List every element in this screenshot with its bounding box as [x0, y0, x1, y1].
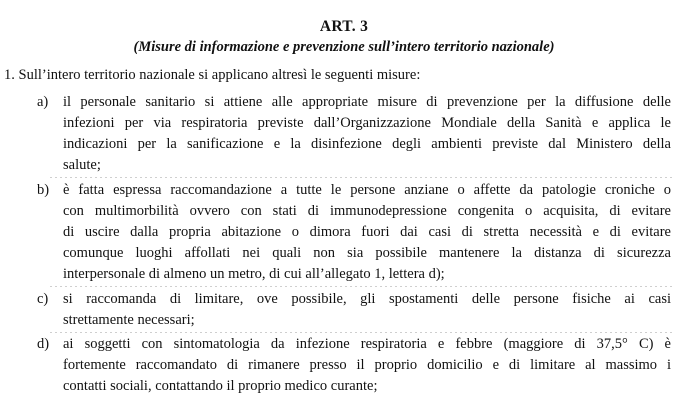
text-line: strettamente necessari;: [63, 312, 195, 328]
text-line: comunque luoghi affollati nei quali non sia possibile mantenere la distanza di sicurezza: [63, 245, 671, 261]
list-item-text: [63, 180, 671, 285]
divider: [50, 177, 674, 178]
text-line: fortemente raccomandato di rimanere presso il proprio domicilio e di limitare al massimo i: [63, 357, 671, 373]
text-line: interpersonale di almeno un metro, di cui all’allegato 1, lettera d);: [63, 266, 445, 282]
divider: [50, 332, 674, 333]
text-line: è fatta espressa raccomandazione a tutte le persone anziane o affette da patologie croniche o: [63, 182, 671, 198]
article-title: ART. 3: [319, 18, 369, 35]
text-line: di uscire dalla propria abitazione o dimora fuori dai casi di stretta necessità e di evitare: [63, 224, 671, 240]
list-marker: b): [37, 182, 50, 198]
text-line: indicazioni per la sanificazione e la disinfezione degli ambienti previste dal Ministero della: [63, 136, 671, 152]
list-item-text: [63, 289, 671, 331]
list-item-text: [63, 334, 671, 397]
text-line: il personale sanitario si attiene alle appropriate misure di prevenzione per la diffusione delle: [63, 94, 671, 110]
text-line: si raccomanda di limitare, ove possibile, gli spostamenti delle persone fisiche ai casi: [63, 291, 671, 307]
list-item-text: [63, 92, 671, 176]
list-marker: a): [37, 94, 49, 110]
text-line: salute;: [63, 157, 101, 173]
list-marker: c): [37, 291, 49, 307]
list-marker: d): [37, 336, 50, 352]
article-subtitle: (Misure di informazione e prevenzione sull’intero territorio nazionale): [133, 39, 555, 55]
text-line: ai soggetti con sintomatologia da infezione respiratoria e febbre (maggiore di 37,5° C) è: [63, 336, 671, 352]
article-intro: 1. Sull’intero territorio nazionale si applicano altresì le seguenti misure:: [4, 67, 421, 83]
text-line: con multimorbilità ovvero con stati di immunodepressione congenita o acquisita, di evitare: [63, 203, 671, 219]
text-line: contatti sociali, contattando il proprio medico curante;: [63, 378, 378, 394]
text-line: infezioni per via respiratoria previste dall’Organizzazione Mondiale della Sanità e applica le: [63, 115, 671, 131]
divider: [50, 286, 674, 287]
